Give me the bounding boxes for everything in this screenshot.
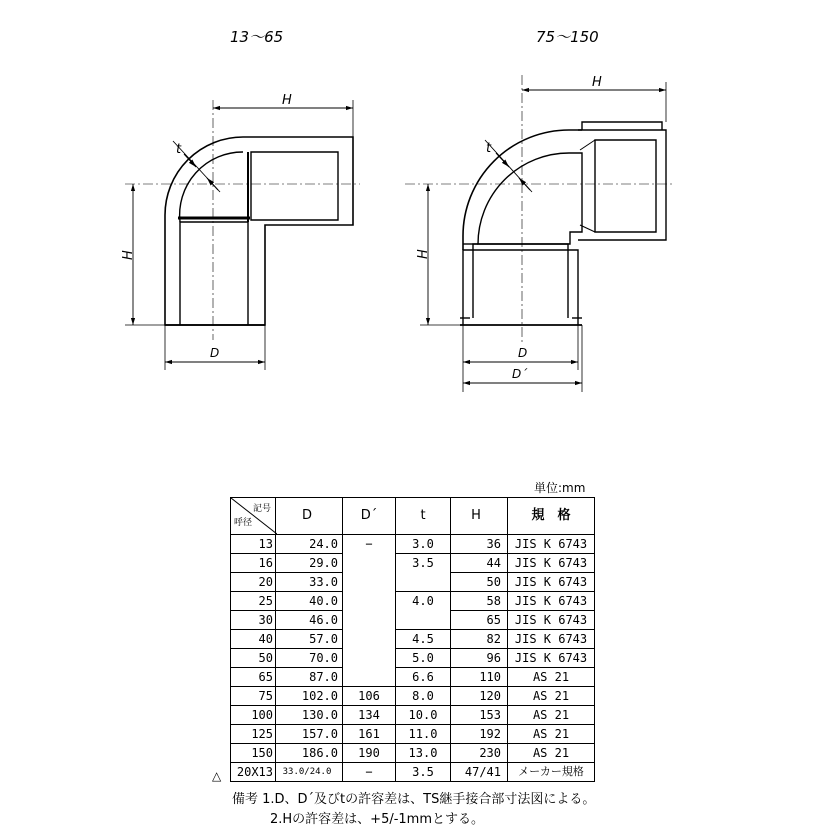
right-elbow-drawing [405,28,675,392]
cell-h: 47/41 [451,763,508,782]
cell-spec: JIS K 6743 [508,573,595,592]
corner-top-label: 記号 [252,504,271,514]
right-dim-dprime: D´ [512,367,528,381]
cell-t: 8.0 [396,687,451,706]
cell-d: 40.0 [276,592,343,611]
cell-size: 20 [231,573,276,592]
cell-d: 130.0 [276,706,343,725]
cell-size: 65 [231,668,276,687]
cell-dprime: 190 [343,744,396,763]
right-range-label: 75～150 [536,28,599,46]
cell-dprime [343,611,396,630]
header-d: D [276,498,343,535]
cell-t [396,573,451,592]
cell-d: 24.0 [276,535,343,554]
left-dim-h-top: H [282,93,292,108]
cell-spec: JIS K 6743 [508,630,595,649]
cell-size: 125 [231,725,276,744]
cell-dprime: 106 [343,687,396,706]
cell-d: 186.0 [276,744,343,763]
table-row [231,554,595,573]
cell-size: 25 [231,592,276,611]
cell-t: 13.0 [396,744,451,763]
remark-line-2: 2.Hの許容差は、+5/-1mmとする。 [270,812,485,827]
table-row [231,706,595,725]
cell-t: 3.0 [396,535,451,554]
cell-size: 30 [231,611,276,630]
cell-d: 33.0/24.0 [276,763,343,782]
dimension-table [230,497,595,782]
table-row [231,744,595,763]
cell-t: 4.5 [396,630,451,649]
cell-h: 36 [451,535,508,554]
left-elbow-drawing [121,28,360,370]
header-t: t [396,498,451,535]
left-dim-d: D [210,346,220,360]
cell-size: 75 [231,687,276,706]
cell-dprime [343,554,396,573]
cell-h: 230 [451,744,508,763]
cell-size: 100 [231,706,276,725]
left-range-label: 13～65 [230,28,284,46]
right-dim-h-top: H [592,75,602,90]
cell-spec: JIS K 6743 [508,649,595,668]
cell-spec: JIS K 6743 [508,592,595,611]
cell-d: 46.0 [276,611,343,630]
cell-d: 33.0 [276,573,343,592]
cell-h: 96 [451,649,508,668]
right-dim-h-side: H [416,249,431,259]
cell-h: 50 [451,573,508,592]
cell-spec: JIS K 6743 [508,554,595,573]
table-row [231,725,595,744]
cell-t [396,611,451,630]
cell-size: 150 [231,744,276,763]
cell-t: 3.5 [396,763,451,782]
cell-dprime: − [343,763,396,782]
cell-spec: AS 21 [508,687,595,706]
cell-h: 120 [451,687,508,706]
cell-h: 65 [451,611,508,630]
cell-spec: AS 21 [508,706,595,725]
table-header-row [231,498,595,535]
cell-d: 57.0 [276,630,343,649]
table-row [231,668,595,687]
cell-t: 6.6 [396,668,451,687]
table-row-special [231,763,595,782]
cell-size: 16 [231,554,276,573]
cell-spec: JIS K 6743 [508,611,595,630]
cell-spec: メーカー規格 [508,763,595,782]
cell-t: 4.0 [396,592,451,611]
cell-h: 82 [451,630,508,649]
cell-size: 50 [231,649,276,668]
cell-dprime: − [343,535,396,554]
cell-dprime [343,573,396,592]
cell-d: 29.0 [276,554,343,573]
table-row [231,592,595,611]
cell-h: 58 [451,592,508,611]
left-dim-t: t [176,142,182,157]
corner-bottom-label: 呼径 [234,518,253,528]
table-row [231,611,595,630]
table-row [231,649,595,668]
cell-dprime [343,592,396,611]
cell-dprime [343,668,396,687]
cell-size: 40 [231,630,276,649]
remark-line-1: 備考 1.D、D´及びtの許容差は、TS継手接合部寸法図による。 [232,792,596,807]
cell-t: 11.0 [396,725,451,744]
header-spec: 規 格 [508,498,595,535]
cell-dprime: 161 [343,725,396,744]
cell-t: 10.0 [396,706,451,725]
table-row [231,630,595,649]
remarks [232,790,595,830]
cell-size: 13 [231,535,276,554]
table-row [231,535,595,554]
cell-spec: AS 21 [508,725,595,744]
cell-spec: AS 21 [508,744,595,763]
cell-h: 110 [451,668,508,687]
cell-h: 44 [451,554,508,573]
right-dim-d: D [518,346,528,360]
cell-dprime [343,630,396,649]
cell-spec: JIS K 6743 [508,535,595,554]
cell-dprime [343,649,396,668]
unit-label: 単位:mm [534,481,586,495]
cell-d: 102.0 [276,687,343,706]
cell-h: 192 [451,725,508,744]
cell-t: 3.5 [396,554,451,573]
cell-d: 87.0 [276,668,343,687]
cell-spec: AS 21 [508,668,595,687]
cell-size: 20X13 [231,763,276,782]
corner-header [231,498,276,535]
cell-h: 153 [451,706,508,725]
triangle-marker: △ [212,769,222,783]
table-row [231,573,595,592]
right-dim-t: t [486,141,492,156]
cell-dprime: 134 [343,706,396,725]
cell-t: 5.0 [396,649,451,668]
cell-d: 157.0 [276,725,343,744]
header-h: H [451,498,508,535]
header-dprime: D´ [343,498,396,535]
cell-d: 70.0 [276,649,343,668]
table-row [231,687,595,706]
left-dim-h-side: H [121,250,136,260]
